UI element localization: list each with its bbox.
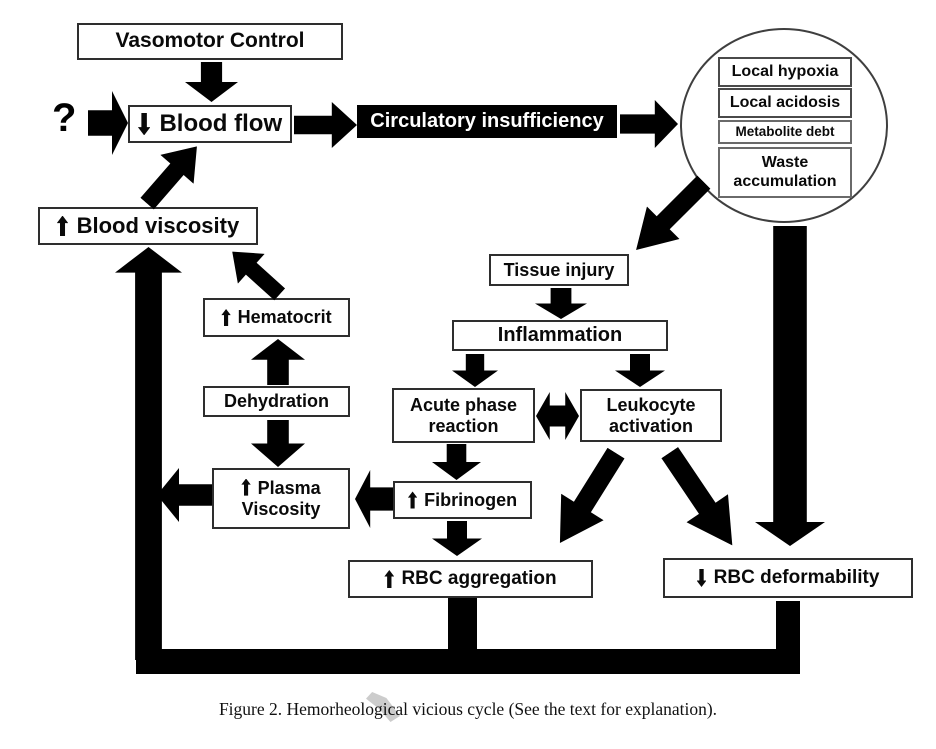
up-arrow-icon (408, 491, 417, 508)
node-label: Blood flow (159, 110, 283, 138)
arrow-dehydration-to-hematocrit (251, 339, 305, 385)
arrow-question-to-blood-flow (88, 91, 128, 155)
arrow-feedback-bar-to-blood-viscosity (115, 247, 182, 660)
connector-rbc-aggregation-to-bar (448, 598, 477, 651)
up-arrow-icon (57, 216, 68, 237)
node-label: RBC aggregation (401, 568, 557, 590)
node-circulatory-insufficiency (357, 105, 617, 138)
node-label: Blood viscosity (76, 213, 240, 239)
node-plasma-viscosity (212, 468, 350, 529)
node-rbc-aggregation (348, 560, 593, 598)
arrow-dehydration-to-plasma-viscosity (251, 420, 305, 467)
node-label: Waste accumulation (733, 154, 837, 190)
node-label: RBC deformability (713, 567, 880, 589)
question-mark-label: ? (52, 96, 77, 140)
arrow-fibrinogen-to-plasma-viscosity (355, 470, 393, 528)
figure-caption: Figure 2. Hemorheological vicious cycle (See the text for explanation). (218, 699, 718, 719)
node-label: Acute phase reaction (409, 394, 518, 436)
node-label: Local acidosis (729, 93, 841, 111)
node-metabolite-debt (718, 120, 852, 144)
node-label: Fibrinogen (424, 489, 518, 510)
node-leukocyte-activation (580, 389, 722, 442)
connector-rbc-deformability-to-bar (776, 601, 800, 651)
node-waste-accumulation (718, 147, 852, 198)
node-rbc-deformability (663, 558, 913, 598)
arrow-vasomotor-to-blood-flow (185, 62, 238, 102)
node-label: Plasma Viscosity (241, 477, 321, 519)
arrow-leukocyte-to-rbc-deformability (649, 439, 753, 560)
arrow-ellipse-to-rbc-deformability (755, 226, 825, 546)
arrow-tissue-injury-to-inflammation (535, 288, 587, 319)
node-dehydration (203, 386, 350, 417)
arrow-blood-flow-to-circulatory (294, 102, 357, 148)
node-label: Vasomotor Control (115, 29, 305, 53)
node-acute-phase-reaction (392, 388, 535, 443)
up-arrow-icon (241, 479, 250, 496)
node-local-acidosis (718, 88, 852, 118)
arrow-plasma-viscosity-to-feedback-bar (157, 468, 212, 522)
node-inflammation (452, 320, 668, 351)
node-label: Dehydration (223, 391, 329, 412)
arrow-inflammation-to-acute-phase (452, 354, 498, 387)
down-arrow-icon (138, 113, 150, 136)
arrow-inflammation-to-leukocyte (615, 354, 665, 387)
node-label: Tissue injury (503, 259, 615, 280)
arrow-fibrinogen-to-rbc-aggregation (432, 521, 482, 556)
node-tissue-injury (489, 254, 629, 286)
up-arrow-icon (384, 570, 394, 588)
node-blood-viscosity (38, 207, 258, 245)
node-local-hypoxia (718, 57, 852, 87)
node-label: Hematocrit (237, 307, 332, 328)
node-label: Circulatory insufficiency (370, 110, 604, 132)
arrow-leukocyte-to-rbc-aggregation (539, 440, 638, 556)
node-blood-flow (128, 105, 292, 143)
down-arrow-icon (697, 569, 707, 587)
node-vasomotor-control (77, 23, 343, 60)
node-label: Metabolite debt (735, 124, 835, 140)
up-arrow-icon (221, 309, 230, 326)
node-label: Local hypoxia (731, 62, 839, 80)
node-label: Inflammation (497, 324, 623, 346)
arrow-acute-phase-to-fibrinogen (432, 444, 481, 480)
node-label: Leukocyte activation (606, 394, 696, 436)
node-hematocrit (203, 298, 350, 337)
feedback-bottom-bar (136, 649, 800, 674)
arrow-acute-phase-leukocyte-bidirectional (536, 392, 579, 440)
arrow-circulatory-to-ellipse (620, 100, 678, 148)
arrow-blood-viscosity-to-blood-flow (130, 132, 213, 218)
node-fibrinogen (393, 481, 532, 519)
